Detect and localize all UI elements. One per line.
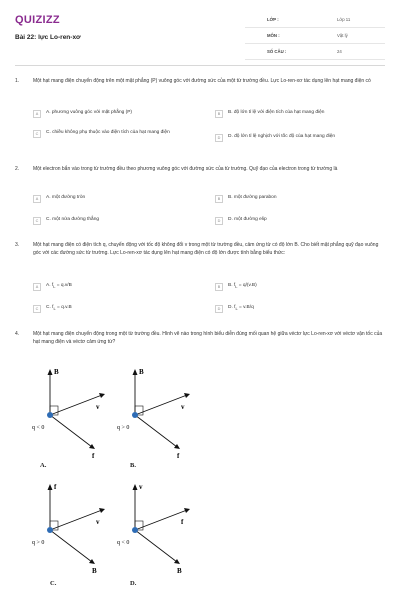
question-number: 2.	[15, 166, 20, 172]
option-a[interactable]	[33, 195, 203, 203]
figure-c	[30, 480, 110, 575]
meta-label: MÔN :	[267, 33, 280, 38]
option-c[interactable]	[33, 217, 203, 225]
meta-row-count	[245, 44, 385, 60]
meta-value: Lớp 11	[337, 17, 351, 22]
figure-d-label: D.	[130, 580, 137, 587]
meta-value: Vật lý	[337, 33, 348, 38]
option-d[interactable]	[215, 134, 385, 142]
question-number: 1.	[15, 78, 20, 84]
figure-c-up-label: f	[54, 483, 57, 491]
option-letter: B	[215, 110, 223, 118]
figure-b-down-label: f	[177, 452, 180, 460]
figure-d-down-label: B	[177, 567, 182, 575]
question-3	[15, 242, 387, 322]
question-1	[15, 78, 387, 158]
question-text: Một electron bắn vào trong từ trường đều theo phương vuông góc với đường sức của từ trường. Quỹ đạo của electron trong từ trường là	[33, 166, 338, 172]
figure-b-up-label: B	[139, 368, 144, 376]
figure-d-diag-label: f	[181, 518, 184, 526]
question-text: Một hạt mang điện có điện tích q, chuyển động với tốc độ không đổi v trong một từ trường đều, cảm ứng từ có độ lớn B. Cho biết mặt phẳng quỹ đạo vuông góc với các đường sức từ trường. Lực Lo-ren-xơ tác dụng lên hạt mang điện có độ lớn được tính bằng biểu thức:	[33, 242, 379, 256]
option-text: D. độ lớn tỉ lệ nghịch với tốc độ của hạt mang điện	[228, 134, 336, 139]
figure-c-diag-label: v	[96, 518, 100, 526]
option-formula-d: D. $f_L = v.B/q$	[228, 305, 254, 311]
question-4	[15, 331, 387, 361]
option-b[interactable]	[215, 283, 385, 291]
option-letter: D	[215, 305, 223, 313]
option-b[interactable]	[215, 195, 385, 203]
figure-d-charge: q < 0	[117, 540, 130, 546]
option-a[interactable]	[33, 283, 203, 291]
option-a[interactable]	[33, 110, 203, 118]
figure-a	[30, 365, 110, 460]
figure-a-charge: q < 0	[32, 425, 45, 431]
option-formula-a: A. $f_L = q.v/B$	[46, 283, 72, 289]
option-letter: A	[33, 110, 41, 118]
option-letter: A	[33, 283, 41, 291]
question-text: Một hạt mang điện chuyển động trên một mặt phẳng (P) vuông góc với đường sức của một từ trường đều. Lực Lo-ren-xơ tác dụng lên hạt mang điện có	[33, 78, 371, 84]
option-b[interactable]	[215, 110, 385, 118]
figure-c-label: C.	[50, 580, 57, 587]
option-formula-c: C. $f_L = q.v.B$	[46, 305, 72, 311]
option-text: B. một đường parabon	[228, 195, 277, 200]
figure-c-down-label: B	[92, 567, 97, 575]
meta-label: LỚP :	[267, 17, 279, 22]
worksheet-header	[0, 0, 400, 62]
meta-row-subject	[245, 28, 385, 44]
question-number: 3.	[15, 242, 20, 248]
meta-table	[245, 12, 385, 60]
figure-c-charge: q > 0	[32, 540, 45, 546]
option-c[interactable]	[33, 130, 198, 138]
figure-d	[115, 480, 195, 575]
option-letter: C	[33, 305, 41, 313]
figure-b-diag-label: v	[181, 403, 185, 411]
option-text: B. độ lớn tỉ lệ với điện tích của hạt mang điện	[228, 110, 325, 115]
option-d[interactable]	[215, 217, 385, 225]
figure-b-label: B.	[130, 462, 136, 469]
question-text: Một hạt mang điện chuyển động trong một từ trường đều. Hình vẽ nào trong hình biểu diễn đúng mối quan hệ giữa véctơ lực Lo-ren-xơ với véctơ vận tốc của hạt mang điện và véctơ cảm ứng từ?	[33, 331, 383, 345]
option-text: C. chiều không phụ thuộc vào điện tích của hạt mang điện	[46, 130, 170, 135]
option-letter: C	[33, 130, 41, 138]
option-letter: D	[215, 134, 223, 142]
figure-a-label: A.	[40, 462, 47, 469]
worksheet-title: Bài 22: lực Lo-ren-xơ	[15, 34, 81, 41]
option-text: D. một đường elip	[228, 217, 267, 222]
quizizz-logo: QUIZIZZ	[15, 14, 60, 26]
option-d[interactable]	[215, 305, 385, 313]
figure-a-up-label: B	[54, 368, 59, 376]
figure-a-diag-label: v	[96, 403, 100, 411]
meta-row-class	[245, 12, 385, 28]
header-divider	[15, 65, 385, 66]
figure-d-up-label: v	[139, 483, 143, 491]
meta-value: 24	[337, 49, 342, 54]
question-2	[15, 166, 387, 230]
meta-label: SỐ CÂU :	[267, 49, 287, 54]
option-letter: A	[33, 195, 41, 203]
option-letter: C	[33, 217, 41, 225]
option-formula-b: B. $f_L = q/(v.B)$	[228, 283, 257, 289]
figure-b	[115, 365, 195, 460]
option-text: A. một đường tròn	[46, 195, 86, 200]
question-number: 4.	[15, 331, 20, 337]
option-letter: D	[215, 217, 223, 225]
option-letter: B	[215, 283, 223, 291]
option-letter: B	[215, 195, 223, 203]
option-text: C. một nửa đường thẳng	[46, 217, 100, 222]
figure-a-down-label: f	[92, 452, 95, 460]
figure-b-charge: q > 0	[117, 425, 130, 431]
option-c[interactable]	[33, 305, 203, 313]
option-text: A. phương vuông góc với mặt phẳng (P)	[46, 110, 133, 115]
